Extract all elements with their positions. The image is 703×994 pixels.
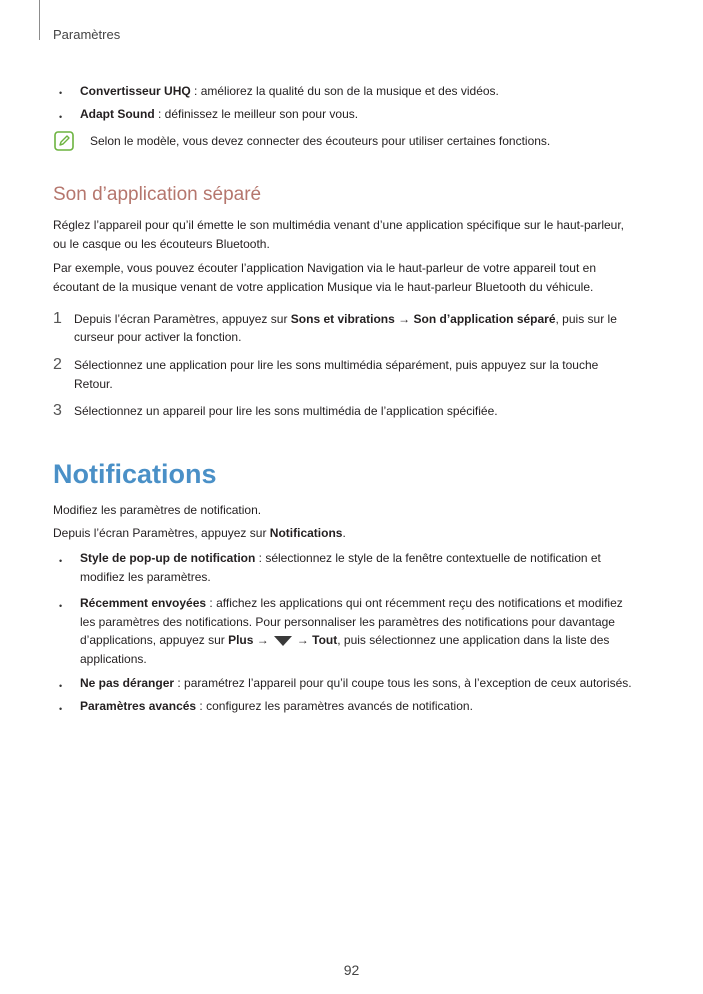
bullet-term: Style de pop-up de notification <box>80 551 256 565</box>
paragraph-text: Depuis l’écran Paramètres, appuyez sur <box>53 526 270 540</box>
triangle-down-icon <box>273 635 293 647</box>
bullet-continuation: les paramètres des notifications. Pour personnaliser les paramètres des notifications pour davantage <box>80 615 615 629</box>
paragraph-line: Réglez l’appareil pour qu’il émette le son multimédia venant d’une application spécifique sur le haut-parleur, <box>53 218 625 232</box>
paragraph-line: ou le casque ou les écouteurs Bluetooth. <box>53 237 270 251</box>
bullet-term: Récemment envoyées <box>80 596 207 610</box>
page-number: 92 <box>343 962 360 978</box>
bullet-text: : configurez les paramètres avancés de notification. <box>196 699 473 713</box>
step-1-line-2: curseur pour activer la fonction. <box>74 330 242 344</box>
bullet-text: : affichez les applications qui ont récemment reçu des notifications et modifiez <box>206 596 623 610</box>
paragraph-line: Par exemple, vous pouvez écouter l’application Navigation via le haut-parleur de votre appareil tout en <box>53 261 596 275</box>
bullet-adapt-sound <box>80 105 650 124</box>
bullet-uhq <box>80 82 650 101</box>
bullet-dot: • <box>59 112 63 122</box>
bullet-text: , puis sélectionnez une application dans la liste des <box>337 633 610 647</box>
bullet-ne-pas-deranger <box>80 674 650 693</box>
step-text: Depuis l’écran Paramètres, appuyez sur <box>74 312 291 326</box>
step-3-line-1: Sélectionnez un appareil pour lire les sons multimédia de l’application spécifiée. <box>74 404 498 418</box>
arrow: → <box>296 633 313 647</box>
bullet-continuation: applications. <box>80 652 147 666</box>
bullet-continuation <box>80 631 650 650</box>
paragraph-line <box>53 524 653 543</box>
step-number: 2 <box>53 356 62 373</box>
bullet-recemment-envoyees <box>80 594 650 613</box>
menu-path-plus: Plus <box>228 633 254 647</box>
bullet-term: Ne pas déranger <box>80 676 175 690</box>
menu-path-son-application-separe: Son d’application séparé <box>413 312 556 326</box>
note-pencil-icon <box>54 131 74 151</box>
step-number: 1 <box>53 310 62 327</box>
step-text: , puis sur le <box>555 312 617 326</box>
step-number: 3 <box>53 402 62 419</box>
bullet-text: : sélectionnez le style de la fenêtre contextuelle de notification et <box>255 551 601 565</box>
bullet-style-popup <box>80 549 650 568</box>
bullet-dot: • <box>59 601 63 611</box>
step-1-line-1 <box>74 310 644 329</box>
bullet-term: Convertisseur UHQ <box>80 84 191 98</box>
bullet-dot: • <box>59 704 63 714</box>
arrow: → <box>253 633 269 647</box>
menu-path-notifications: Notifications <box>269 526 343 540</box>
section-heading-son-application-separe: Son d’application séparé <box>53 184 262 205</box>
header-rule <box>39 0 40 40</box>
page-header-title: Paramètres <box>53 27 121 42</box>
bullet-term: Paramètres avancés <box>80 699 197 713</box>
bullet-continuation: modifiez les paramètres. <box>80 570 211 584</box>
bullet-text: : définissez le meilleur son pour vous. <box>154 107 359 121</box>
step-2-line-1: Sélectionnez une application pour lire les sons multimédia séparément, puis appuyez sur la touche <box>74 358 599 372</box>
bullet-dot: • <box>59 88 63 98</box>
bullet-dot: • <box>59 681 63 691</box>
arrow: → <box>394 312 414 326</box>
note-text: Selon le modèle, vous devez connecter des écouteurs pour utiliser certaines fonctions. <box>90 134 551 148</box>
bullet-text: d’applications, appuyez sur <box>80 633 229 647</box>
bullet-parametres-avances <box>80 697 650 716</box>
menu-path-sons-et-vibrations: Sons et vibrations <box>290 312 395 326</box>
paragraph-text: . <box>342 526 346 540</box>
menu-path-tout: Tout <box>312 633 338 647</box>
bullet-text: : paramétrez l’appareil pour qu’il coupe tous les sons, à l’exception de ceux autorisés. <box>174 676 632 690</box>
bullet-dot: • <box>59 556 63 566</box>
paragraph-line: Modifiez les paramètres de notification. <box>53 503 262 517</box>
section-heading-notifications: Notifications <box>53 459 217 489</box>
step-2-line-2: Retour. <box>74 377 113 391</box>
bullet-text: : améliorez la qualité du son de la musique et des vidéos. <box>190 84 499 98</box>
bullet-term: Adapt Sound <box>80 107 155 121</box>
paragraph-line: écoutant de la musique venant de votre application Musique via le haut-parleur Bluetooth du véhicule. <box>53 280 594 294</box>
